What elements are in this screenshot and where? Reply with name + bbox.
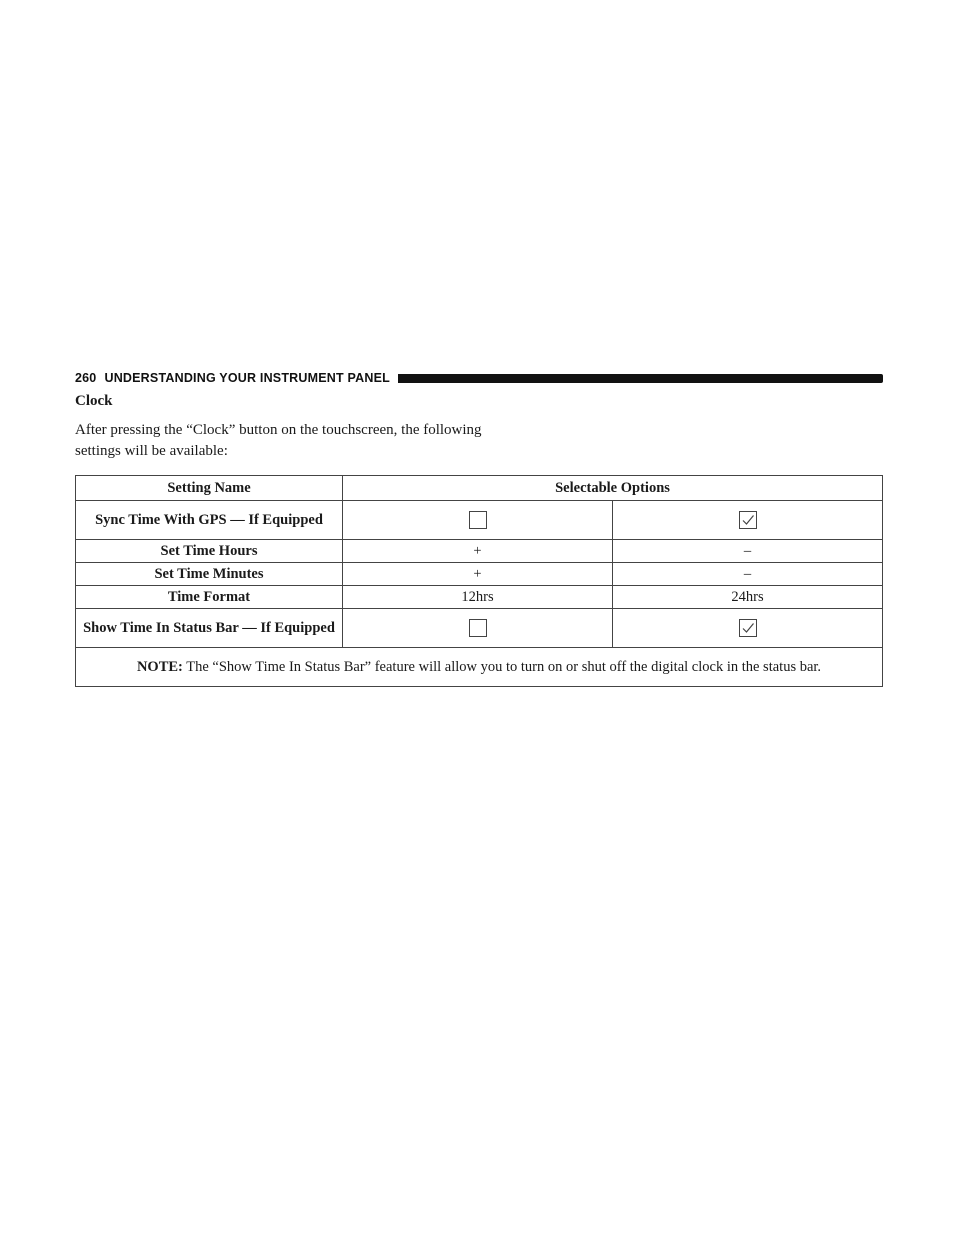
note-row: [76, 648, 883, 687]
option-cell: [613, 609, 883, 648]
column-header-selectable-options: Selectable Options: [343, 476, 883, 501]
note-text: The “Show Time In Status Bar” feature will allow you to turn on or shut off the digital clock in the status bar.: [182, 659, 822, 675]
section-heading: Clock: [75, 393, 113, 409]
setting-name: Show Time In Status Bar — If Equipped: [76, 609, 343, 648]
setting-name: Sync Time With GPS — If Equipped: [76, 501, 343, 540]
table-row: [76, 501, 883, 540]
setting-name: Set Time Minutes: [76, 563, 343, 586]
intro-paragraph: After pressing the “Clock” button on the touchscreen, the following settings will be available:: [75, 422, 482, 459]
option-value: +: [343, 540, 613, 563]
section-title: UNDERSTANDING YOUR INSTRUMENT PANEL: [104, 371, 390, 385]
option-value: +: [343, 563, 613, 586]
page-number: 260: [75, 371, 97, 385]
option-cell: [613, 501, 883, 540]
table-row: [76, 609, 883, 648]
checkbox-checked-icon: [739, 619, 757, 637]
table-row: [76, 540, 883, 563]
clock-settings-table: [75, 475, 883, 687]
setting-name: Set Time Hours: [76, 540, 343, 563]
option-value: –: [613, 563, 883, 586]
option-value: 12hrs: [343, 586, 613, 609]
note-label: NOTE:: [136, 659, 183, 675]
column-header-setting-name: Setting Name: [76, 476, 343, 501]
table-row: [76, 563, 883, 586]
table-row: [76, 586, 883, 609]
header-rule: [398, 374, 883, 383]
option-value: –: [613, 540, 883, 563]
checkbox-checked-icon: [739, 511, 757, 529]
option-value: 24hrs: [613, 586, 883, 609]
table-header-row: [76, 476, 883, 501]
checkbox-empty-icon: [469, 619, 487, 637]
note-cell: [76, 648, 883, 687]
option-cell: [343, 609, 613, 648]
setting-name: Time Format: [76, 586, 343, 609]
option-cell: [343, 501, 613, 540]
page-header: [75, 370, 883, 386]
checkbox-empty-icon: [469, 511, 487, 529]
